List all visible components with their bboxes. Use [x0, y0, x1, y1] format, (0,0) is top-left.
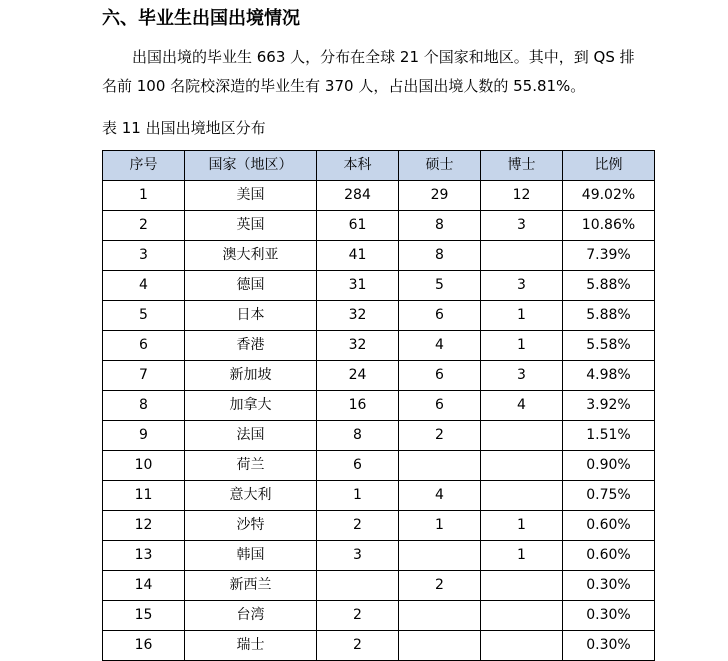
- table-row: [103, 481, 655, 511]
- cell-master: 5: [399, 271, 481, 301]
- cell-country: 瑞士: [185, 631, 317, 661]
- table-row: [103, 331, 655, 361]
- cell-country: 韩国: [185, 541, 317, 571]
- cell-master: 4: [399, 331, 481, 361]
- cell-bachelor: 61: [317, 211, 399, 241]
- section-title: 六、毕业生出国出境情况: [102, 8, 300, 29]
- cell-master: 6: [399, 301, 481, 331]
- cell-doctor: [481, 601, 563, 631]
- cell-master: [399, 631, 481, 661]
- cell-country: 日本: [185, 301, 317, 331]
- cell-bachelor: 32: [317, 301, 399, 331]
- cell-country: 美国: [185, 181, 317, 211]
- cell-ratio: 5.88%: [563, 301, 655, 331]
- cell-ratio: 5.88%: [563, 271, 655, 301]
- table-row: [103, 541, 655, 571]
- cell-country: 英国: [185, 211, 317, 241]
- cell-index: 4: [103, 271, 185, 301]
- cell-bachelor: 2: [317, 511, 399, 541]
- cell-index: 14: [103, 571, 185, 601]
- cell-ratio: 0.60%: [563, 511, 655, 541]
- cell-bachelor: 24: [317, 361, 399, 391]
- table-row: [103, 571, 655, 601]
- cell-index: 16: [103, 631, 185, 661]
- cell-master: [399, 541, 481, 571]
- cell-index: 10: [103, 451, 185, 481]
- cell-index: 2: [103, 211, 185, 241]
- cell-ratio: 7.39%: [563, 241, 655, 271]
- table-row: [103, 181, 655, 211]
- cell-index: 11: [103, 481, 185, 511]
- cell-doctor: 1: [481, 541, 563, 571]
- summary-line-2: 名前 100 名院校深造的毕业生有 370 人，占出国出境人数的 55.81%。: [102, 77, 586, 95]
- cell-country: 沙特: [185, 511, 317, 541]
- cell-master: 29: [399, 181, 481, 211]
- cell-index: 15: [103, 601, 185, 631]
- cell-master: 2: [399, 571, 481, 601]
- cell-index: 3: [103, 241, 185, 271]
- summary-paragraph: [102, 43, 662, 101]
- cell-master: [399, 601, 481, 631]
- header-master: 硕士: [399, 151, 481, 181]
- cell-country: 荷兰: [185, 451, 317, 481]
- table-row: [103, 211, 655, 241]
- cell-bachelor: 31: [317, 271, 399, 301]
- cell-country: 澳大利亚: [185, 241, 317, 271]
- cell-doctor: [481, 631, 563, 661]
- cell-bachelor: 41: [317, 241, 399, 271]
- cell-bachelor: 8: [317, 421, 399, 451]
- cell-doctor: 1: [481, 331, 563, 361]
- header-index: 序号: [103, 151, 185, 181]
- cell-index: 1: [103, 181, 185, 211]
- cell-ratio: 4.98%: [563, 361, 655, 391]
- cell-master: 2: [399, 421, 481, 451]
- cell-doctor: [481, 451, 563, 481]
- cell-bachelor: 32: [317, 331, 399, 361]
- table-row: [103, 511, 655, 541]
- cell-index: 12: [103, 511, 185, 541]
- cell-index: 5: [103, 301, 185, 331]
- cell-ratio: 0.60%: [563, 541, 655, 571]
- cell-master: [399, 451, 481, 481]
- cell-doctor: 3: [481, 361, 563, 391]
- cell-country: 香港: [185, 331, 317, 361]
- cell-master: 6: [399, 391, 481, 421]
- cell-doctor: 3: [481, 271, 563, 301]
- table-body: [103, 181, 655, 661]
- header-ratio: 比例: [563, 151, 655, 181]
- cell-bachelor: [317, 571, 399, 601]
- cell-ratio: 0.30%: [563, 601, 655, 631]
- table-row: [103, 421, 655, 451]
- cell-bachelor: 2: [317, 601, 399, 631]
- cell-ratio: 3.92%: [563, 391, 655, 421]
- cell-bachelor: 16: [317, 391, 399, 421]
- cell-country: 法国: [185, 421, 317, 451]
- cell-country: 新西兰: [185, 571, 317, 601]
- cell-ratio: 49.02%: [563, 181, 655, 211]
- cell-doctor: 12: [481, 181, 563, 211]
- cell-doctor: [481, 571, 563, 601]
- table-row: [103, 361, 655, 391]
- table-row: [103, 301, 655, 331]
- cell-bachelor: 6: [317, 451, 399, 481]
- table-row: [103, 271, 655, 301]
- cell-index: 8: [103, 391, 185, 421]
- cell-master: 8: [399, 241, 481, 271]
- cell-ratio: 5.58%: [563, 331, 655, 361]
- table-row: [103, 391, 655, 421]
- cell-country: 新加坡: [185, 361, 317, 391]
- cell-ratio: 10.86%: [563, 211, 655, 241]
- cell-bachelor: 3: [317, 541, 399, 571]
- cell-doctor: 1: [481, 301, 563, 331]
- cell-index: 13: [103, 541, 185, 571]
- summary-line-1: 出国出境的毕业生 663 人，分布在全球 21 个国家和地区。其中，到 QS 排: [132, 48, 635, 66]
- cell-ratio: 0.30%: [563, 631, 655, 661]
- table-row: [103, 631, 655, 661]
- cell-doctor: [481, 241, 563, 271]
- cell-master: 1: [399, 511, 481, 541]
- cell-bachelor: 2: [317, 631, 399, 661]
- table-row: [103, 241, 655, 271]
- table-caption: 表 11 出国出境地区分布: [102, 119, 266, 137]
- header-country: 国家（地区）: [185, 151, 317, 181]
- cell-ratio: 0.75%: [563, 481, 655, 511]
- cell-ratio: 0.30%: [563, 571, 655, 601]
- cell-master: 4: [399, 481, 481, 511]
- cell-doctor: 3: [481, 211, 563, 241]
- cell-doctor: [481, 421, 563, 451]
- cell-master: 6: [399, 361, 481, 391]
- cell-country: 加拿大: [185, 391, 317, 421]
- cell-bachelor: 284: [317, 181, 399, 211]
- header-bachelor: 本科: [317, 151, 399, 181]
- cell-doctor: [481, 481, 563, 511]
- cell-master: 8: [399, 211, 481, 241]
- cell-doctor: 1: [481, 511, 563, 541]
- table-header-row: [103, 151, 655, 181]
- cell-country: 台湾: [185, 601, 317, 631]
- cell-index: 6: [103, 331, 185, 361]
- region-distribution-table: [102, 150, 655, 661]
- cell-country: 意大利: [185, 481, 317, 511]
- cell-ratio: 0.90%: [563, 451, 655, 481]
- cell-country: 德国: [185, 271, 317, 301]
- header-doctor: 博士: [481, 151, 563, 181]
- cell-bachelor: 1: [317, 481, 399, 511]
- cell-index: 9: [103, 421, 185, 451]
- cell-ratio: 1.51%: [563, 421, 655, 451]
- cell-index: 7: [103, 361, 185, 391]
- table-row: [103, 451, 655, 481]
- cell-doctor: 4: [481, 391, 563, 421]
- table-row: [103, 601, 655, 631]
